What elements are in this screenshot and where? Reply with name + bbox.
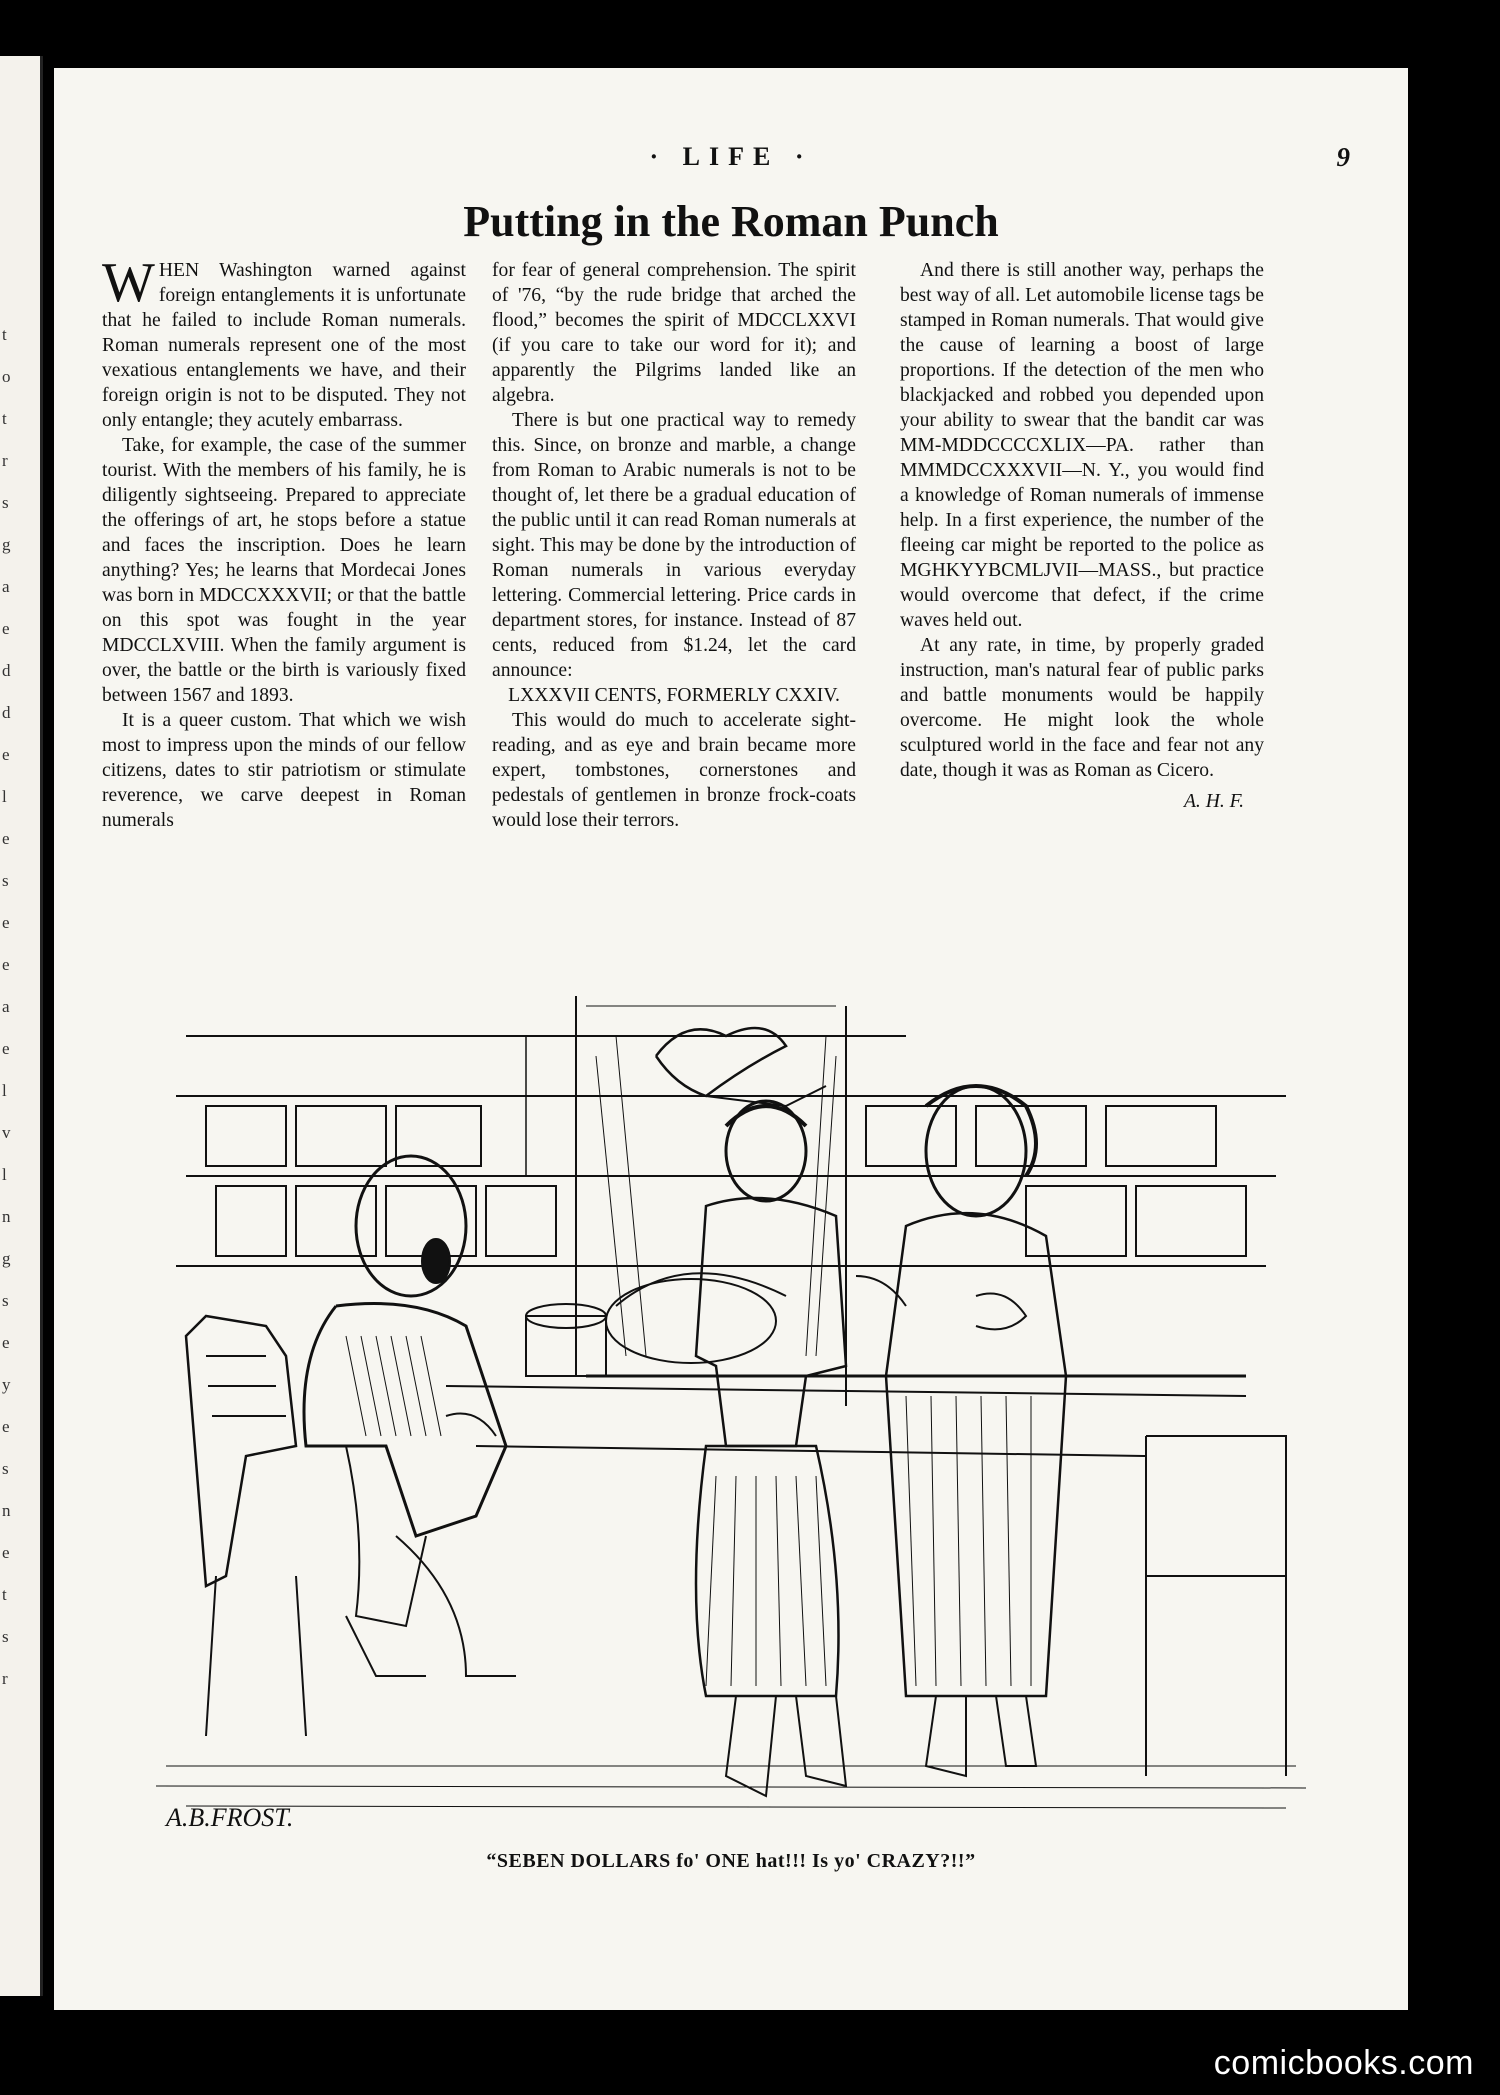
magazine-page <box>54 68 1408 2010</box>
author-signature: A. H. F. <box>1183 791 1244 812</box>
prev-page-fragment: s <box>2 493 9 512</box>
article-title: Putting in the Roman Punch <box>463 197 999 246</box>
prev-page-fragment: e <box>2 1333 10 1352</box>
woman-standing-drawing <box>856 1086 1286 1776</box>
prev-page-fragment: l <box>2 1165 7 1184</box>
watermark: comicbooks.com <box>1213 2044 1474 2082</box>
prev-page-fragment: v <box>2 1123 11 1142</box>
page-number: 9 <box>1336 142 1350 172</box>
paragraph: WHEN Washington warned against foreign entanglements it is unfortunate that he failed to include Roman numerals. Roman numerals represent one of the most vexatious entanglements we have, and their foreign origin is not to be disputed. They not only entangle; they acutely embarrass. <box>102 252 466 431</box>
prev-page-fragment: n <box>2 1207 11 1226</box>
prev-page-fragment: t <box>2 325 7 344</box>
price-card-line: LXXXVII CENTS, FORMERLY CXXIV. <box>508 685 840 706</box>
prev-page-fragment: s <box>2 1291 9 1310</box>
seated-man-drawing <box>186 1156 516 1736</box>
prev-page-fragment: d <box>2 703 11 722</box>
woman-in-hat-drawing <box>696 1101 846 1796</box>
prev-page-fragment: d <box>2 661 11 680</box>
paragraph: It is a queer custom. That which we wish most to impress upon the minds of our fellow citizens, dates to stir patriotism or stimulate reverence, we carve deepest in Roman numerals <box>102 710 466 831</box>
article-column-2 <box>492 258 856 833</box>
prev-page-fragment: e <box>2 745 10 764</box>
floor-drawing <box>156 1766 1306 1808</box>
prev-page-fragment: g <box>2 1249 11 1268</box>
prev-page-fragment: l <box>2 787 7 806</box>
prev-page-fragment: e <box>2 1543 10 1562</box>
prev-page-fragment: l <box>2 1081 7 1100</box>
prev-page-fragment: a <box>2 577 10 596</box>
paragraph: At any rate, in time, by properly graded instruction, man's natural fear of public parks and battle monuments would be happily overcome. He might look the whole sculptured world in the face and fear not any date, though it was as Roman as Cicero. <box>900 635 1264 781</box>
prev-page-fragment: g <box>2 535 11 554</box>
prev-page-fragment: s <box>2 1459 9 1478</box>
hat-on-counter-drawing <box>526 1028 826 1376</box>
prev-page-fragment: r <box>2 1669 8 1688</box>
cartoon-caption: “SEBEN DOLLARS fo' ONE hat!!! Is yo' CRAZY?!!” <box>486 1850 976 1872</box>
prev-page-fragment: a <box>2 997 10 1016</box>
cartoon-illustration <box>146 976 1314 1836</box>
paragraph: There is but one practical way to remedy this. Since, on bronze and marble, a change from Roman to Arabic numerals is not to be thought of, let there be a gradual education of the public until it can read Roman numerals at sight. This may be done by the introduction of Roman numerals in various everyday lettering. Commercial lettering. Price cards in department stores, for instance. Instead of 87 cents, reduced from $1.24, let the card announce: <box>492 410 856 681</box>
previous-page-edge <box>0 56 43 1996</box>
prev-page-fragment: e <box>2 619 10 638</box>
prev-page-fragment: r <box>2 451 8 470</box>
prev-page-fragment: o <box>2 367 11 386</box>
prev-page-fragment: s <box>2 1627 9 1646</box>
article-column-1 <box>102 252 466 833</box>
prev-page-fragment: e <box>2 1039 10 1058</box>
prev-page-fragment: s <box>2 871 9 890</box>
prev-page-fragment: e <box>2 1417 10 1436</box>
paragraph: This would do much to accelerate sight-reading, and as eye and brain became more expert, tombstones, cornerstones and pedestals of gentlemen in bronze frock-coats would lose their terrors. <box>492 710 856 831</box>
paragraph: Take, for example, the case of the summer tourist. With the members of his family, he is diligently sightseeing. Prepared to appreciate the offerings of art, he stops before a statue and faces the inscription. Does he learn anything? Yes; he learns that Mordecai Jones was born in MDCCXXXVII; or that the battle on this spot was fought in the year MDCCLXVIII. When the family argument is over, the battle or the birth is variously fixed between 1567 and 1893. <box>102 435 466 706</box>
prev-page-fragment: t <box>2 1585 7 1604</box>
prev-page-fragment: y <box>2 1375 11 1394</box>
running-title: · LIFE · <box>649 142 813 171</box>
shelves-drawing <box>176 996 1286 1456</box>
paragraph: for fear of general comprehension. The spirit of '76, “by the rude bridge that arched the flood,” becomes the spirit of MDCCLXXVI (if you care to take our word for it); and apparently the Pilgrims landed like an algebra. <box>492 260 856 406</box>
prev-page-fragment: t <box>2 409 7 428</box>
prev-page-fragment: e <box>2 829 10 848</box>
drop-cap: W <box>102 252 155 314</box>
prev-page-fragment: e <box>2 955 10 974</box>
prev-page-fragment: n <box>2 1501 11 1520</box>
article-column-3 <box>900 258 1264 814</box>
artist-signature: A.B.FROST. <box>166 1803 294 1832</box>
prev-page-fragment: e <box>2 913 10 932</box>
paragraph: And there is still another way, perhaps the best way of all. Let automobile license tags be stamped in Roman numerals. That would give the cause of learning a boost of large proportions. If the detection of the men who blackjacked and robbed you depended upon your ability to swear that the bandit car was MM-MDDCCCCXLIX—PA. rather than MMMDCCXXXVII—N. Y., you would find a knowledge of Roman numerals of immense help. In a first experience, the number of the fleeing car might be reported to the police as MGHKYYBCMLJVII—MASS., but practice would overcome that defect, if the crime waves held out. <box>900 260 1264 631</box>
